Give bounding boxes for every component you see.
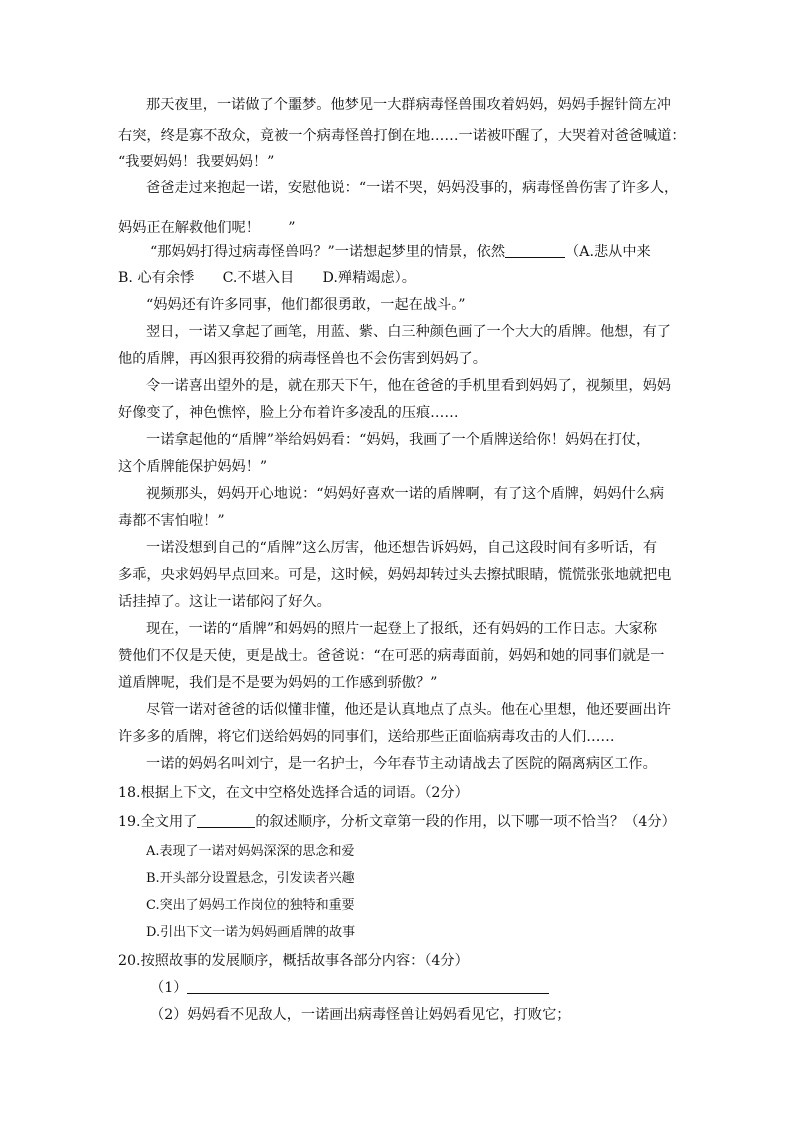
paragraph-line: 现在，一诺的“盾牌”和妈妈的照片一起登上了报纸，还有妈妈的工作日志。大家称 [146, 621, 658, 637]
option-b[interactable]: B.开头部分设置悬念，引发读者兴趣 [146, 871, 355, 886]
question-20: 20.按照故事的发展顺序，概括故事各部分内容：（4分） [118, 953, 469, 969]
paragraph-line [150, 242, 710, 262]
paragraph-line: 右突，终是寡不敌众，竟被一个病毒怪兽打倒在地……一诺被吓醒了，大哭着对爸爸喊道： [118, 128, 686, 144]
answer-blank[interactable] [505, 243, 565, 258]
question-20-item-1 [150, 978, 710, 998]
paragraph-line: 尽管一诺对爸爸的话似懂非懂，他还是认真地点了点头。他在心里想，他还要画出许 [146, 702, 671, 718]
paragraph-line: 许多多的盾牌，将它们送给妈妈的同事们，送给那些正面临病毒攻击的人们…… [118, 729, 615, 745]
paragraph-line: 一诺的妈妈名叫刘宁，是一名护士，今年春节主动请战去了医院的隔离病区工作。 [146, 756, 657, 772]
paragraph-line: 那天夜里，一诺做了个噩梦。他梦见一大群病毒怪兽围攻着妈妈，妈妈手握针筒左冲 [146, 97, 671, 113]
question-text: （A.悲从中来 [565, 244, 651, 260]
paragraph-line: 他的盾牌，再凶狠再狡猾的病毒怪兽也不会伤害到妈妈了。 [118, 351, 487, 367]
paragraph-line: 翌日，一诺又拿起了画笔，用蓝、紫、白三种颜色画了一个大大的盾牌。他想，有了 [146, 324, 671, 340]
answer-line[interactable] [187, 979, 549, 994]
option-c[interactable]: C.突出了妈妈工作岗位的独特和重要 [146, 898, 355, 913]
question-19 [118, 812, 678, 832]
paragraph-line: 赞他们不仅是天使，更是战士。爸爸说：“在可恶的病毒面前，妈妈和她的同事们就是一 [118, 648, 665, 664]
question-text: “那妈妈打得过病毒怪兽吗？”一诺想起梦里的情景，依然 [150, 244, 506, 260]
paragraph-line: “妈妈还有许多同事，他们都很勇敢，一起在战斗。” [146, 297, 466, 313]
paragraph-line: 令一诺喜出望外的是，就在那天下午，他在爸爸的手机里看到妈妈了，视频里，妈妈 [146, 378, 671, 394]
paragraph-line: 视频那头，妈妈开心地说：“妈妈好喜欢一诺的盾牌啊，有了这个盾牌，妈妈什么病 [146, 486, 665, 502]
paragraph-line: 好像变了，神色憔悴，脸上分布着许多凌乱的压痕…… [118, 405, 459, 421]
item-number: （1） [150, 980, 188, 996]
question-20-item-2: （2）妈妈看不见敌人，一诺画出病毒怪兽让妈妈看见它，打败它； [150, 1007, 571, 1023]
option-d[interactable]: D.引出下文一诺为妈妈画盾牌的故事 [146, 925, 356, 940]
question-text: 的叙述顺序，分析文章第一段的作用，以下哪一项不恰当？（4分） [255, 814, 676, 830]
paragraph-line: 一诺拿起他的“盾牌”举给妈妈看：“妈妈，我画了一个盾牌送给你！妈妈在打仗， [146, 432, 651, 448]
option-a[interactable]: A.表现了一诺对妈妈深深的思念和爱 [146, 844, 355, 859]
question-text: 19.全文用了 [118, 814, 198, 830]
paragraph-line: 毒都不害怕啦！” [118, 513, 225, 529]
answer-blank[interactable] [197, 813, 255, 828]
paragraph-line: 妈妈正在解救他们呢！ ” [118, 220, 296, 236]
question-18: 18.根据上下文，在文中空格处选择合适的词语。（2分） [118, 785, 469, 801]
paragraph-line: 话挂掉了。这让一诺郁闷了好久。 [118, 594, 331, 610]
paragraph-line: “我要妈妈！我要妈妈！” [118, 154, 275, 170]
paragraph-line: 多乖，央求妈妈早点回来。可是，这时候，妈妈却转过头去擦拭眼睛，慌慌张张地就把电 [118, 567, 672, 583]
paragraph-line: 爸爸走过来抱起一诺，安慰他说：“一诺不哭，妈妈没事的，病毒怪兽伤害了许多人， [146, 180, 679, 196]
paragraph-line: 道盾牌呢，我们是不是要为妈妈的工作感到骄傲？” [118, 675, 438, 691]
paragraph-line: 这个盾牌能保护妈妈！” [118, 459, 268, 475]
paragraph-line: 一诺没想到自己的“盾牌”这么厉害，他还想告诉妈妈，自己这段时间有多听话，有 [146, 540, 658, 556]
paragraph-line: B. 心有余悸 C.不堪入目 D.殚精竭虑）。 [118, 270, 416, 286]
